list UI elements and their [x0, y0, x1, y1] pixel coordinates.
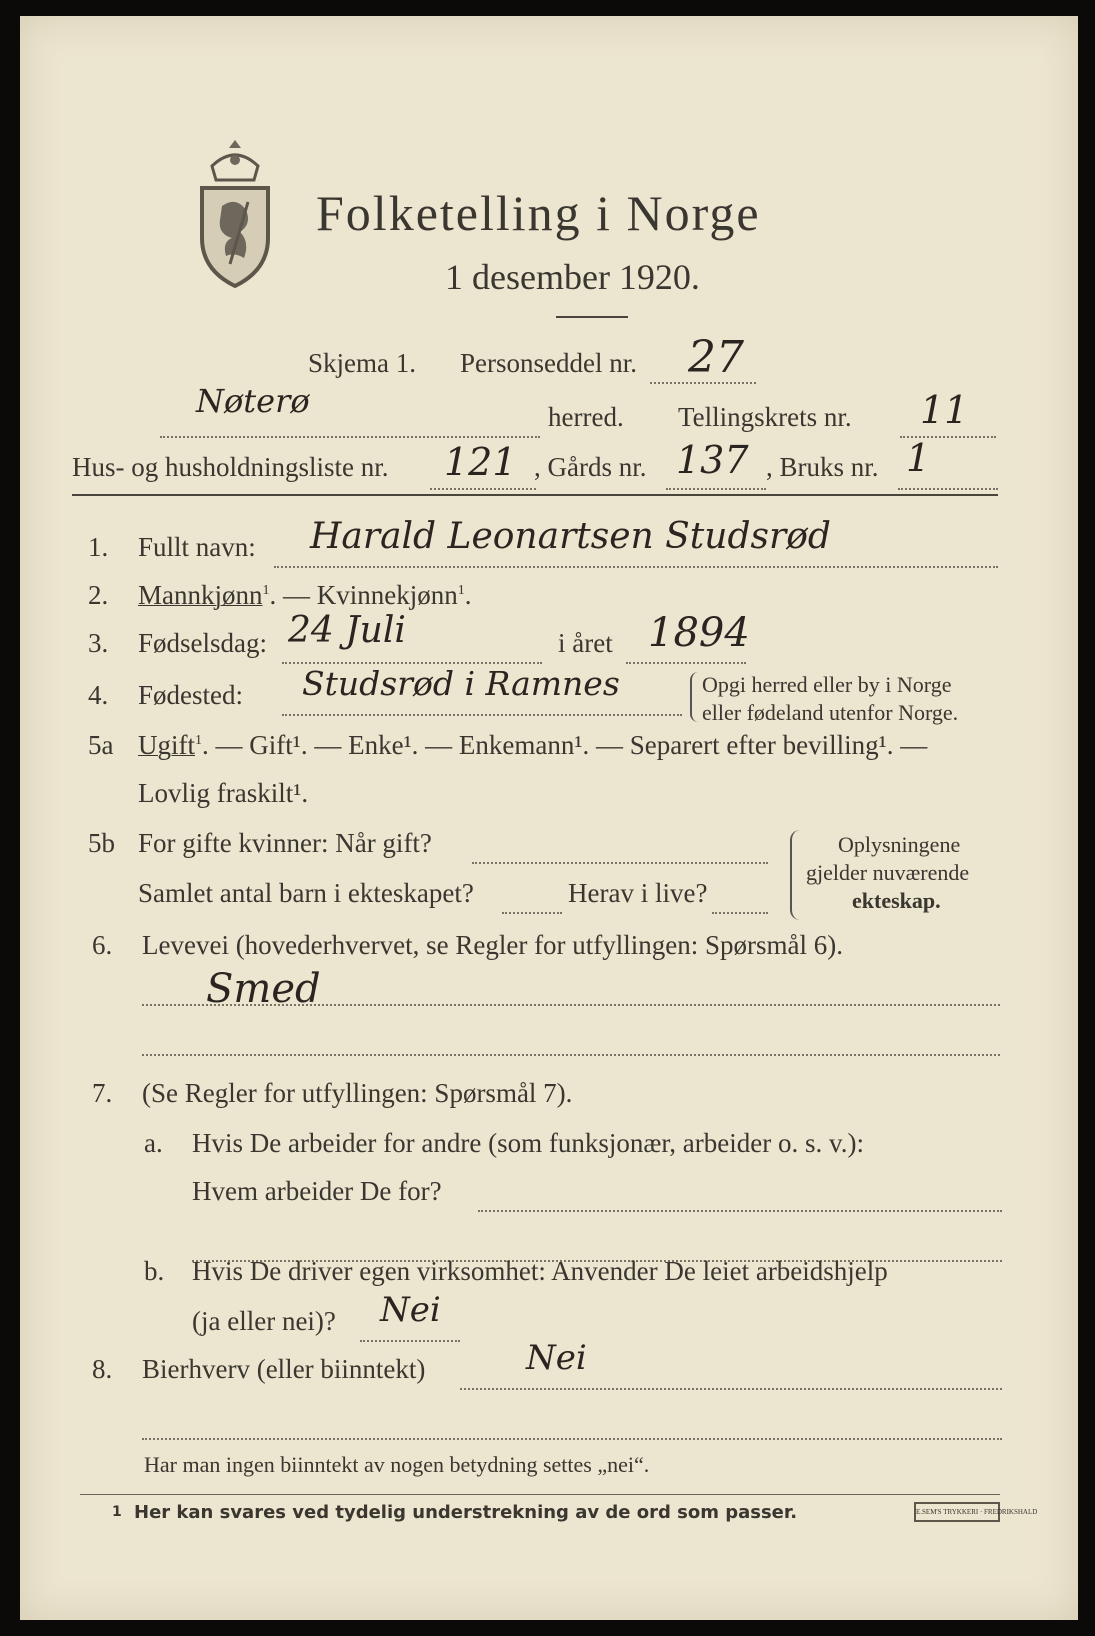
- q3-year-line: [626, 662, 746, 664]
- coat-of-arms-icon: [190, 136, 280, 291]
- header-rule: [72, 494, 998, 496]
- q5a-ugift-option: Ugift: [138, 730, 195, 760]
- q7b-line: [360, 1340, 460, 1342]
- q4-note-line1: Opgi herred eller by i Norge: [702, 672, 952, 697]
- q5b-married-when: For gifte kvinner: Når gift?: [138, 828, 432, 858]
- q3-year-label: i året: [558, 628, 613, 658]
- q5b-number: 5b: [88, 828, 115, 858]
- herred-label: herred.: [548, 402, 624, 432]
- skjema-label: Skjema 1.: [308, 348, 416, 378]
- q5b-note-line1: Oplysningene: [838, 832, 961, 857]
- q2-gender: Mannkjønn$^1$. — Kvinnekjønn$^1$.: [138, 580, 472, 610]
- husholdning-label: Hus- og husholdningsliste nr.: [72, 452, 389, 482]
- herred-value: Nøterø: [196, 382, 310, 420]
- q3-birth-year: 1894: [648, 610, 750, 656]
- q7a-employer-line: [478, 1210, 1002, 1212]
- q5a-number: 5a: [88, 730, 114, 760]
- q5b-children-line: [502, 912, 562, 914]
- q8-answer: Nei: [526, 1338, 587, 1378]
- bruks-value: 1: [906, 436, 931, 480]
- gards-line: [666, 488, 766, 490]
- q2-male-option: Mannkjønn: [138, 580, 263, 610]
- footnote-text: Her kan svares ved tydelig understrekning av de ord som passer.: [134, 1502, 798, 1523]
- q7b-question: Hvis De driver egen virksomhet: Anvender De leiet arbeidshjelp: [192, 1256, 888, 1286]
- q1-label: Fullt navn:: [138, 532, 256, 562]
- gards-label: , Gårds nr.: [534, 452, 647, 482]
- tellingskrets-label: Tellingskrets nr.: [678, 402, 852, 432]
- herred-line: [160, 436, 540, 438]
- q5b-children-label: Samlet antal barn i ekteskapet?: [138, 878, 474, 908]
- q2-number: 2.: [88, 580, 109, 610]
- q6-number: 6.: [92, 930, 113, 960]
- personseddel-value: 27: [688, 332, 744, 383]
- q1-full-name: Harald Leonartsen Studsrød: [310, 516, 831, 557]
- husholdning-value: 121: [444, 440, 517, 484]
- husholdning-line: [430, 488, 536, 490]
- q6-label: Levevei (hovederhvervet, se Regler for utfyllingen: Spørsmål 6).: [142, 930, 844, 960]
- q5b-note-line3: ekteskap.: [852, 888, 941, 913]
- q8-note: Har man ingen biinntekt av nogen betydning settes „nei“.: [144, 1452, 650, 1477]
- q7a-question: Hvis De arbeider for andre (som funksjonær, arbeider o. s. v.):: [192, 1128, 864, 1158]
- q5b-alive-label: Herav i live?: [568, 878, 708, 908]
- q4-line: [282, 714, 682, 716]
- tellingskrets-value: 11: [920, 388, 969, 432]
- q8-label: Bierhverv (eller biinntekt): [142, 1354, 426, 1384]
- q8-number: 8.: [92, 1354, 113, 1384]
- q6-line2: [142, 1054, 1000, 1056]
- form-title: Folketelling i Norge: [316, 185, 761, 241]
- q8-line: [460, 1388, 1002, 1390]
- q7b-answer: Nei: [380, 1290, 441, 1330]
- q3-number: 3.: [88, 628, 109, 658]
- q5b-brace: [790, 830, 800, 920]
- q4-brace: [690, 672, 698, 722]
- q8-line2: [142, 1438, 1002, 1440]
- q7b-yes-no-label: (ja eller nei)?: [192, 1306, 336, 1336]
- q4-number: 4.: [88, 680, 109, 710]
- q3-birthdate: 24 Juli: [288, 610, 406, 651]
- q5b-note-line2: gjelder nuværende: [806, 860, 970, 885]
- footnote-mark: 1: [112, 1504, 122, 1520]
- personseddel-label: Personseddel nr.: [460, 348, 637, 378]
- bruks-label: , Bruks nr.: [766, 452, 879, 482]
- q4-label: Fødested:: [138, 680, 243, 710]
- form-subtitle: 1 desember 1920.: [445, 257, 700, 297]
- q5b-alive-line: [712, 912, 768, 914]
- q7b-letter: b.: [144, 1256, 165, 1286]
- census-form-paper: [20, 16, 1078, 1620]
- q7a-letter: a.: [144, 1128, 163, 1158]
- printer-stamp: E.SEM'S TRYKKERI · FREDRIKSHALD: [914, 1502, 1000, 1522]
- q1-line: [274, 566, 998, 568]
- q7-number: 7.: [92, 1078, 113, 1108]
- q5b-married-line: [472, 862, 768, 864]
- footnote-rule: [80, 1494, 1000, 1495]
- q6-line1: [142, 1004, 1000, 1006]
- q7a-employer-label: Hvem arbeider De for?: [192, 1176, 442, 1206]
- q5a-options: Ugift$^1$. — Gift¹. — Enke¹. — Enkemann¹. — Separert efter bevilling¹. —: [138, 730, 928, 760]
- q7-label: (Se Regler for utfyllingen: Spørsmål 7).: [142, 1078, 573, 1108]
- q6-occupation: Smed: [206, 966, 321, 1012]
- q4-birthplace: Studsrød i Ramnes: [302, 664, 620, 703]
- q4-note-line2: eller fødeland utenfor Norge.: [702, 700, 959, 725]
- q5a-options-line2: Lovlig fraskilt¹.: [138, 778, 309, 808]
- q1-number: 1.: [88, 532, 109, 562]
- title-divider: [556, 316, 628, 318]
- q2-female-option: Kvinnekjønn: [316, 580, 458, 610]
- bruks-line: [898, 488, 998, 490]
- q3-label: Fødselsdag:: [138, 628, 268, 658]
- gards-value: 137: [676, 438, 749, 482]
